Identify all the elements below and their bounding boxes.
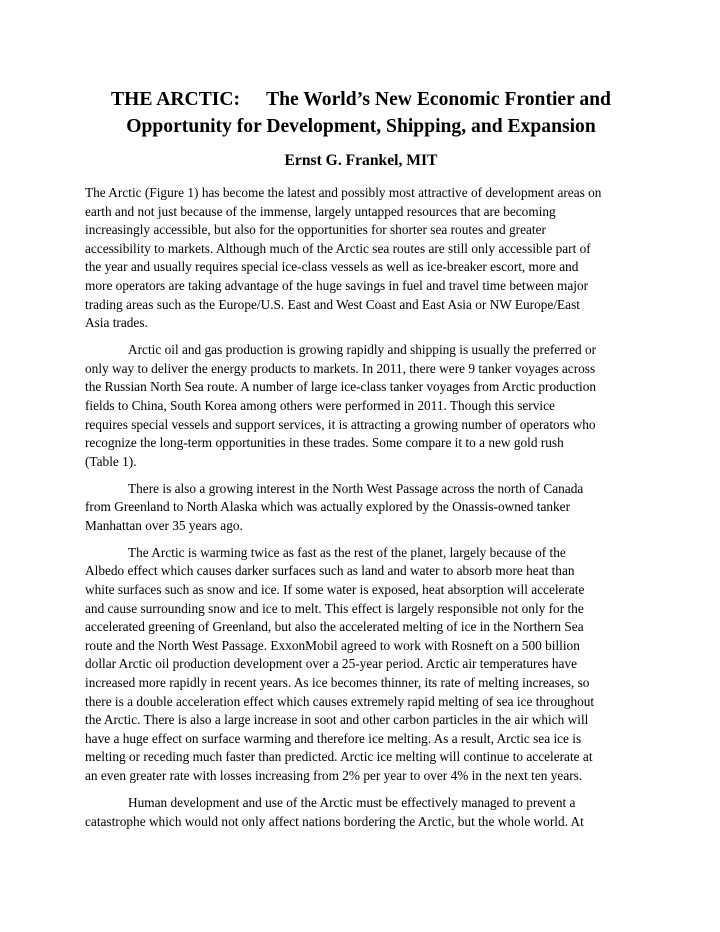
text-line: white surfaces such as snow and ice. If some water is exposed, heat absorption will accelerate [85, 582, 585, 598]
paragraph [85, 341, 641, 471]
title-line-1 [80, 86, 642, 113]
text-line: The Arctic is warming twice as fast as the rest of the planet, largely because of the [128, 544, 566, 560]
text-line: accessibility to markets. Although much of the Arctic sea routes are still only accessible part of [85, 240, 591, 256]
text-line: more operators are taking advantage of the huge savings in fuel and travel time between major [85, 277, 589, 293]
text-line: Human development and use of the Arctic must be effectively managed to prevent a [128, 794, 576, 810]
text-line: earth and not just because of the immense, largely untapped resources that are becoming [85, 203, 556, 219]
text-line: Albedo effect which causes darker surfaces such as land and water to absorb more heat than [85, 563, 575, 579]
document-title [80, 86, 642, 140]
text-line: the Arctic. There is also a large increase in soot and other carbon particles in the air which will [85, 712, 589, 728]
text-line: the year and usually requires special ice-class vessels as well as ice-breaker escort, more and [85, 259, 579, 275]
text-line: and cause surrounding snow and ice to melt. This effect is largely responsible not only for the [85, 600, 584, 616]
text-line: trading areas such as the Europe/U.S. East and West Coast and East Asia or NW Europe/East [85, 296, 580, 312]
text-line: have a huge effect on surface warming and therefore ice melting. As a result, Arctic sea ice is [85, 730, 582, 746]
title-line-2: Opportunity for Development, Shipping, and Expansion [126, 116, 596, 137]
text-line: (Table 1). [85, 453, 137, 469]
paragraph [85, 184, 641, 333]
text-line: The Arctic (Figure 1) has become the latest and possibly most attractive of development areas on [85, 185, 602, 200]
paragraph [85, 544, 641, 786]
text-line: the Russian North Sea route. A number of large ice-class tanker voyages from Arctic production [85, 379, 597, 395]
text-line: Asia trades. [85, 315, 148, 331]
text-line: melting or receding much faster than predicted. Arctic ice melting will continue to accelerate at [85, 749, 593, 765]
text-line: from Greenland to North Alaska which was actually explored by the Onassis-owned tanker [85, 499, 571, 515]
author-line: Ernst G. Frankel, MIT [284, 152, 438, 169]
text-line: fields to China, South Korea among others were performed in 2011. Though this service [85, 397, 555, 413]
text-line: Arctic oil and gas production is growing rapidly and shipping is usually the preferred or [128, 342, 597, 358]
text-line: an even greater rate with losses increasing from 2% per year to over 4% in the next ten years. [85, 767, 583, 783]
paragraph [85, 794, 641, 831]
title-line-1-left: THE ARCTIC: [111, 89, 241, 110]
title-line-1-right: The World’s New Economic Frontier and [266, 89, 611, 110]
text-line: accelerated greening of Greenland, but also the accelerated melting of ice in the Northern Sea [85, 619, 584, 635]
text-line: requires special vessels and support services, it is attracting a growing number of operators who [85, 416, 596, 432]
body-text [85, 184, 641, 840]
text-line: increased more rapidly in recent years. As ice becomes thinner, its rate of melting increases, so [85, 675, 590, 691]
text-line: only way to deliver the energy products to markets. In 2011, there were 9 tanker voyages across [85, 360, 596, 376]
text-line: There is also a growing interest in the North West Passage across the north of Canada [128, 480, 584, 496]
text-line: Manhattan over 35 years ago. [85, 517, 243, 533]
text-line: dollar Arctic oil production development over a 25-year period. Arctic air temperatures have [85, 656, 578, 672]
text-line: there is a double acceleration effect which causes extremely rapid melting of sea ice throughout [85, 693, 595, 709]
text-line: route and the North West Passage. ExxonMobil agreed to work with Rosneft on a 500 billion [85, 637, 580, 653]
text-line: recognize the long-term opportunities in these trades. Some compare it to a new gold rush [85, 435, 564, 451]
text-line: catastrophe which would not only affect nations bordering the Arctic, but the whole world. At [85, 813, 584, 829]
paragraph [85, 480, 641, 536]
text-line: increasingly accessible, but also for the opportunities for shorter sea routes and greater [85, 222, 546, 238]
